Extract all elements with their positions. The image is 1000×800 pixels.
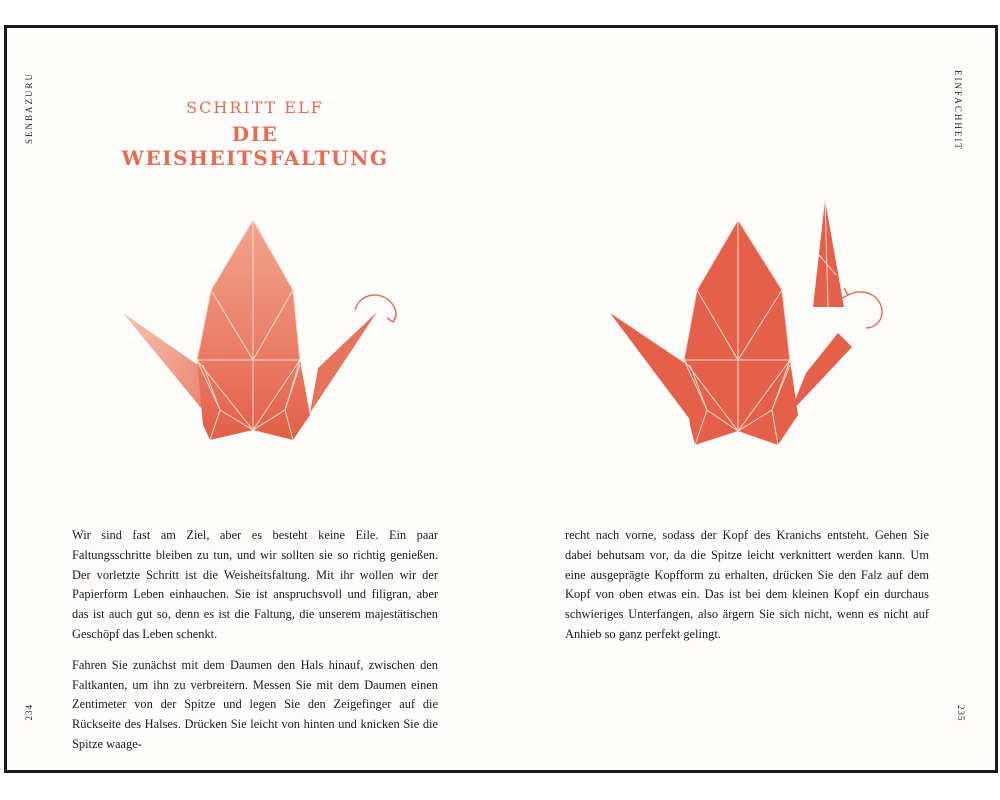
page-number-right: 235 — [956, 705, 966, 722]
curved-arrow-icon — [841, 288, 882, 328]
right-neck — [310, 312, 377, 413]
body-text-left — [72, 526, 438, 766]
head-detail — [813, 200, 844, 307]
curved-arrow-icon — [355, 295, 396, 322]
running-head-right: EINFACHHEIT — [953, 70, 963, 151]
step-title: DIE WEISHEITSFALTUNG — [121, 122, 389, 170]
crane-illustration-right — [600, 195, 900, 455]
paragraph: Wir sind fast am Ziel, aber es besteht keine Eile. Ein paar Faltungsschritte bleiben zu tun, und wir sollten sie so richtig genießen. Der vorletzte Schritt ist die Weisheitsfaltung. Mit ihr wollen wir der Papierform Leben einhauchen. Sie ist anspruchsvoll und filigran, aber das ist auch gut so, denn es ist die Faltung, die unserem majestätischen Geschöpf das Leben schenkt. — [72, 528, 438, 641]
right-neck-head — [790, 333, 852, 413]
crane-body — [684, 220, 798, 445]
paragraph: Fahren Sie zunächst mit dem Daumen den Hals hinauf, zwischen den Faltkanten, um ihn zu verbreitern. Messen Sie mit dem Daumen einen Zentimeter von der Spitze und legen Sie den Zeigefinger auf die Rückseite des Halses. Drücken Sie leicht von hinten und knicken Sie die Spitze waage- — [72, 657, 438, 751]
body-text-right — [565, 526, 929, 656]
crane-illustration-left — [115, 210, 415, 460]
page-number-left: 234 — [24, 704, 34, 721]
step-label: SCHRITT ELF — [186, 98, 324, 117]
paragraph: recht nach vorne, sodass der Kopf des Kranichs entsteht. Gehen Sie dabei behutsam vor, da die Spitze leicht verknittert werden kann. Um eine ausgeprägte Kopfform zu erhalten, drücken Sie den Falz auf dem Kopf von oben etwas ein. Das ist bei dem kleinen Kopf ein durchaus schwieriges Unterfangen, also ärgern Sie sich nicht, wenn es nicht auf Anhieb so ganz perfekt gelingt. — [565, 528, 929, 641]
running-head-left: SENBAZURU — [24, 72, 34, 145]
